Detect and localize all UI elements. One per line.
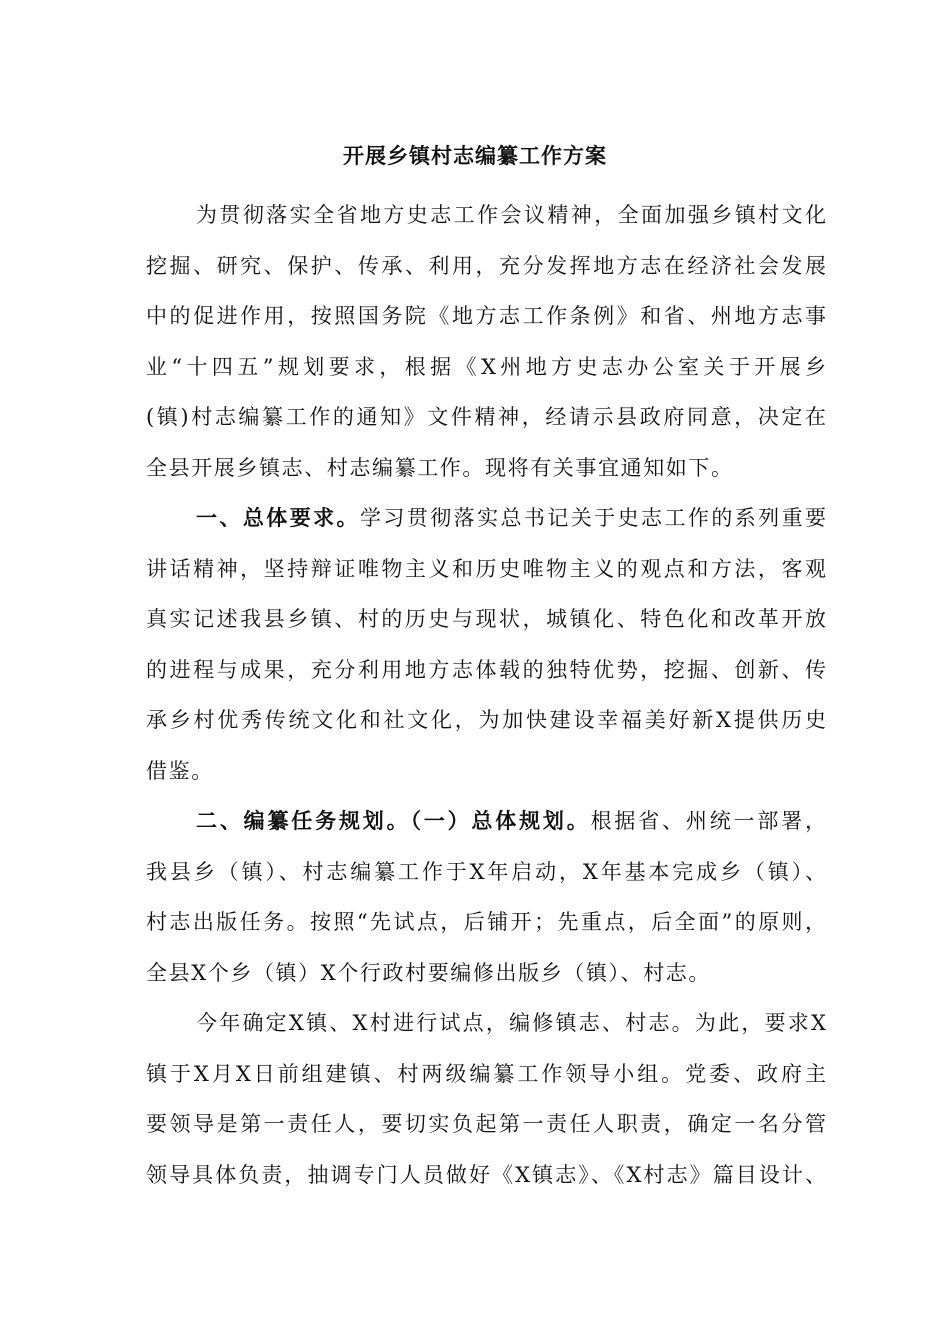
line-text: 我县乡（镇）、村志编纂工作于X年启动，X年基本完成乡（镇）、 — [146, 859, 826, 884]
text-line — [146, 796, 826, 847]
line-text: 全县开展乡镇志、村志编纂工作。现将有关事宜通知如下。 — [146, 455, 734, 480]
text-line — [146, 544, 826, 595]
text-line — [146, 746, 826, 797]
text-line — [146, 190, 826, 241]
line-text: 村志出版任务。按照“先试点，后铺开；先重点，后全面”的原则， — [146, 910, 826, 934]
section-heading: 一、总体要求。 — [196, 505, 360, 530]
text-line — [146, 1150, 826, 1201]
text-line — [146, 847, 826, 898]
line-text: 镇于X月X日前组建镇、村两级编纂工作领导小组。党委、政府主 — [146, 1061, 826, 1086]
text-line — [146, 1049, 826, 1100]
text-line — [146, 695, 826, 746]
text-line — [146, 291, 826, 342]
text-line — [146, 998, 826, 1049]
line-text: 承乡村优秀传统文化和社文化，为加快建设幸福美好新X提供历史 — [146, 708, 826, 732]
line-text: 讲话精神，坚持辩证唯物主义和历史唯物主义的观点和方法，客观 — [146, 556, 826, 581]
line-text: 全县X个乡（镇）X个行政村要编修出版乡（镇）、村志。 — [146, 960, 711, 985]
line-text: 挖掘、研究、保护、传承、利用，充分发挥地方志在经济社会发展 — [146, 253, 826, 278]
text-line — [146, 392, 826, 443]
line-text: 借鉴。 — [146, 758, 214, 783]
line-text: 今年确定X镇、X村进行试点，编修镇志、村志。为此，要求X — [196, 1011, 826, 1035]
text-line — [146, 594, 826, 645]
line-text: 学习贯彻落实总书记关于史志工作的系列重要 — [359, 506, 827, 530]
line-text: 中的促进作用，按照国务院《地方志工作条例》和省、州地方志事 — [146, 304, 826, 328]
text-line — [146, 443, 826, 494]
line-text: 为贯彻落实全省地方史志工作会议精神，全面加强乡镇村文化 — [196, 203, 826, 227]
line-text: (镇)村志编纂工作的通知》文件精神，经请示县政府同意，决定在 — [146, 405, 826, 429]
line-text: 真实记述我县乡镇、村的历史与现状，城镇化、特色化和改革开放 — [146, 607, 826, 631]
text-line — [146, 241, 826, 292]
section-heading: 二、编纂任务规划。（一）总体规划。 — [196, 808, 591, 833]
text-line — [146, 645, 826, 696]
document-body — [146, 190, 826, 1200]
line-text: 要领导是第一责任人，要切实负起第一责任人职责，确定一名分管 — [146, 1112, 826, 1136]
document-title: 开展乡镇村志编纂工作方案 — [343, 143, 607, 168]
text-line — [146, 1099, 826, 1150]
text-line — [146, 897, 826, 948]
text-line — [146, 342, 826, 393]
line-text: 的进程与成果，充分利用地方志体载的独特优势，挖掘、创新、传 — [146, 657, 826, 682]
line-text: 根据省、州统一部署， — [590, 809, 827, 833]
line-text: 业“十四五”规划要求，根据《X州地方史志办公室关于开展乡 — [146, 354, 826, 379]
text-line — [146, 493, 826, 544]
line-text: 领导具体负责，抽调专门人员做好《X镇志》、《X村志》篇目设计、 — [146, 1162, 826, 1187]
text-line — [146, 948, 826, 999]
